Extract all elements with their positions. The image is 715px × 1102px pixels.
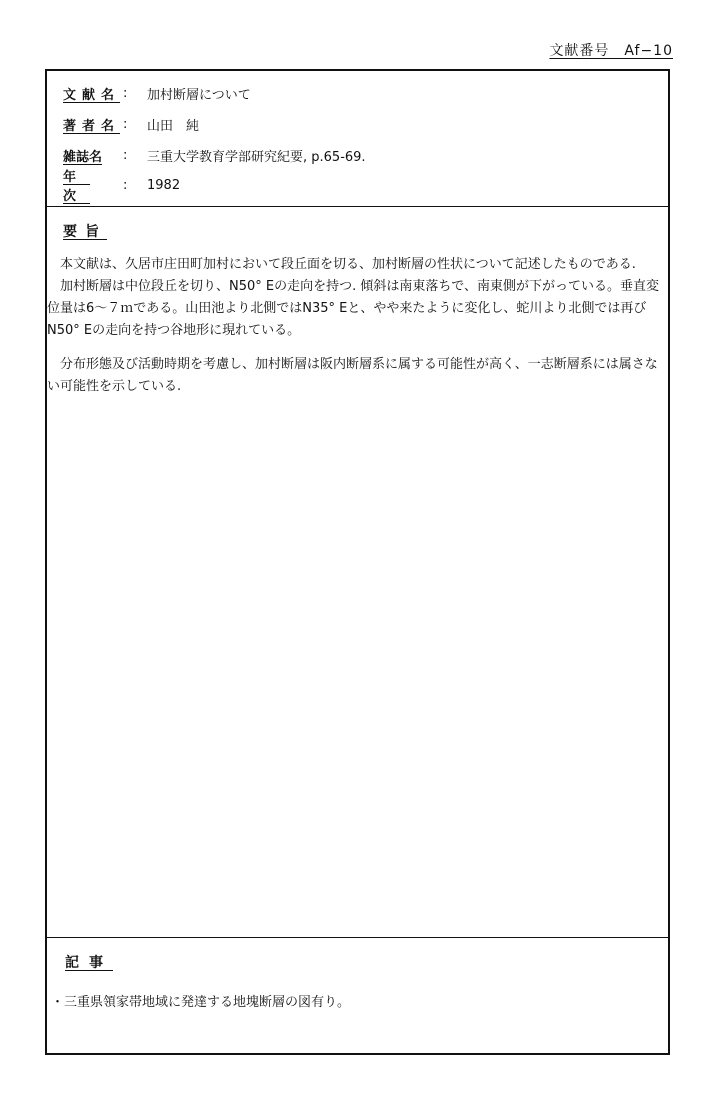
journal-label: 雑誌名 <box>63 149 103 165</box>
journal-value: 三重大学教育学部研究紀要, p.65-69. <box>147 149 366 165</box>
notes-heading: 記事 <box>65 955 113 971</box>
summary-heading: 要旨 <box>63 224 107 240</box>
year-colon: : <box>123 177 128 193</box>
journal-row <box>63 145 366 165</box>
bibliographic-info <box>47 71 668 207</box>
summary-body <box>47 254 667 398</box>
summary-paragraph: 本文献は、久居市庄田町加村において段丘面を切る、加村断層の性状について記述したものである. <box>60 257 636 272</box>
author-colon: : <box>123 116 128 132</box>
title-label: 文献名 <box>63 87 121 103</box>
summary-paragraph: 分布形態及び活動時期を考慮し、加村断層は阪内断層系に属する可能性が高く、一志断層系には属さない可能性を示している. <box>47 357 658 394</box>
title-colon: : <box>123 85 128 101</box>
author-value: 山田 純 <box>147 118 200 134</box>
year-value: 1982 <box>147 177 181 193</box>
document-frame <box>45 69 670 1055</box>
year-row <box>63 170 181 204</box>
notes-item: ・三重県領家帯地域に発達する地塊断層の図有り。 <box>51 995 351 1010</box>
summary-paragraph: 加村断層は中位段丘を切り、N50° Eの走向を持つ. 傾斜は南東落ちで、南東側が下がっている。垂直変位量は6～７ｍである。山田池より北側ではN35° Eと、やや来たように変化し、蛇川より北側では再びN50° Eの走向を持つ谷地形に現れている。 <box>47 279 659 338</box>
year-label: 年 次 <box>63 170 91 204</box>
notes-section <box>47 937 668 1056</box>
document-number: 文献番号 Af−10 <box>549 43 673 59</box>
title-value: 加村断層について <box>147 87 251 103</box>
title-row <box>63 83 251 103</box>
author-row <box>63 114 199 134</box>
author-label: 著者名 <box>63 118 121 134</box>
journal-colon: : <box>123 147 128 163</box>
